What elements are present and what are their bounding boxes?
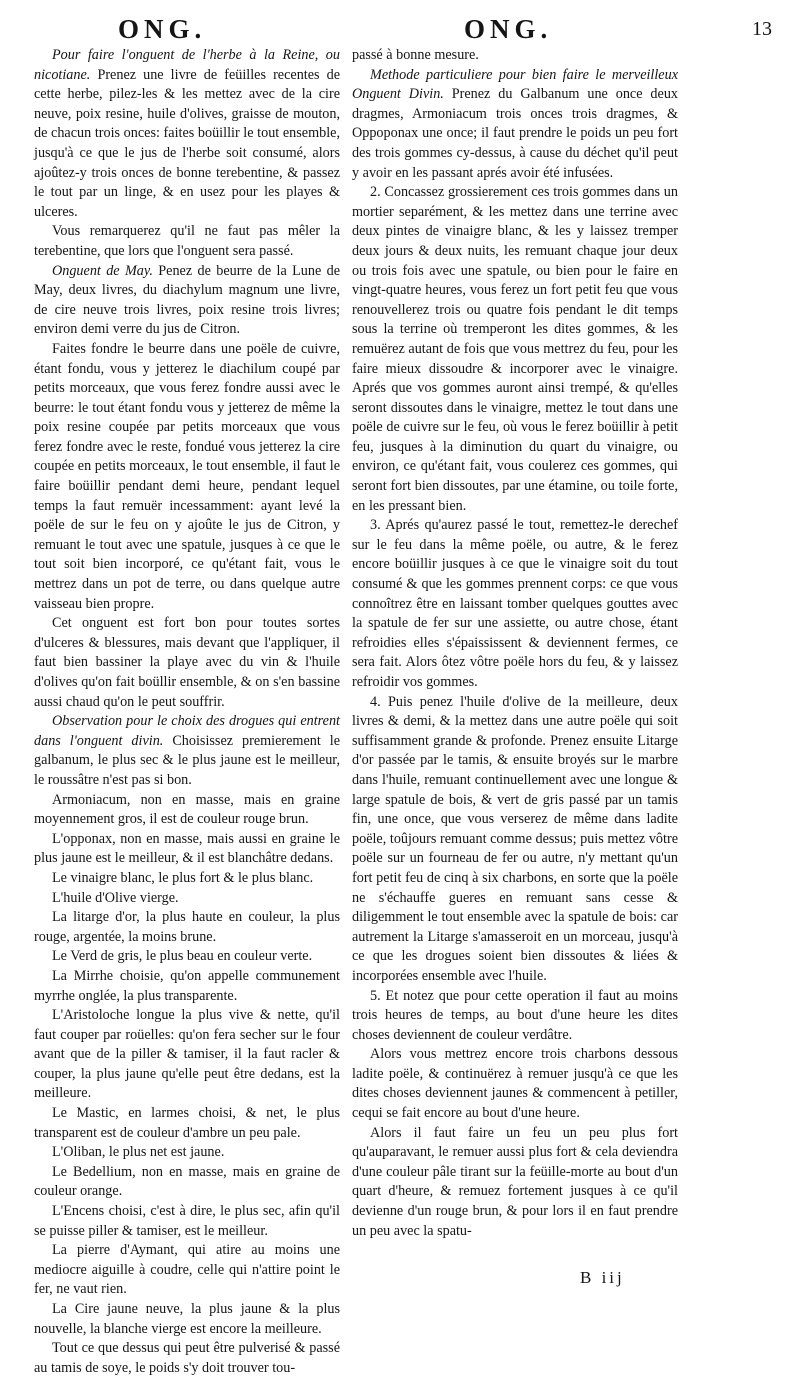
paragraph [34,46,340,222]
paragraph [34,889,340,909]
paragraph-text: Alors vous mettrez encore trois charbons dessous ladite poële, & continuërez à remuer jusqu'à ce que les dites choses deviennent jaunes & commencent à petiller, cequi se fait encore au bout d'une heure. [352,1046,678,1122]
paragraph-text: Penez de beurre de la Lune de May, deux livres, du diachylum magnum une livre, de cire neuve trois livres, poix resine trois livres; environ demi verre du jus de Citron. [34,262,340,338]
paragraph-text: Vous remarquerez qu'il ne faut pas mêler la terebentine, que lors que l'onguent sera passé. [34,223,340,259]
paragraph [352,987,678,1046]
paragraph [34,1300,340,1339]
paragraph-text: L'huile d'Olive vierge. [52,889,179,906]
paragraph [34,1202,340,1241]
paragraph-text: 5. Et notez que pour cette operation il faut au moins trois heures de temps, au bout d'une heure les dites choses deviennent de couleur verdâtre. [352,987,678,1043]
paragraph [34,791,340,830]
paragraph-rubric: Pour faire l'onguent de l'herbe à la Reine, ou nicotiane. [34,47,340,83]
right-text-column [352,46,678,1241]
paragraph [34,1241,340,1300]
paragraph [34,967,340,1006]
paragraph [34,262,340,340]
paragraph-text: L'Aristoloche longue la plus vive & nette, qu'il faut couper par roüelles: qu'on fera secher sur le four avant que de la piller & tamiser, il la faut racler & couper, la plus jaune qu'elle peut être dedans, est la meilleure. [34,1007,340,1102]
paragraph-text: Prenez du Galbanum une once deux dragmes, Armoniacum trois onces trois dragmes, & Oppoponax une once; il faut prendre le poids un peu fort des trois gommes cy-dessus, à cause du déchet qu'il peut y avoir en les passant aprés avoir été infusées. [352,86,679,181]
paragraph [34,614,340,712]
paragraph-text: Armoniacum, non en masse, mais en graine moyennement gros, il est de couleur rouge brun. [34,791,340,828]
paragraph-text: 4. Puis penez l'huile d'olive de la meilleure, deux livres & demi, & la mettez dans une autre poële qui soit suffisamment grande & profonde. Prenez ensuite Litarge d'or passée par le tamis, & ensuite broyés sur le marbre dans l'huile, remuant continuellement avec une longue & large spatule de bois, & vert de gris passé par un tamis fin, une once, que vous verserez de même dans ladite poële, toûjours remuant comme dessus; puis mettez vôtre poële sur un fourneau de fer ou autre, n'y mettant qu'un fort petit feu de cinq à six charbons, en sorte que la poële ne s'échauffe gueres en remuant sans cesse & diligemment le tout ensemble avec la spatule de bois: car autrement la Litarge s'amasseroit en un morceau, jusqu'à ce que les drogues soient bien dissoutes & liées & incorporées ensemble avec l'huile. [352,693,678,984]
paragraph-text: La Mirrhe choisie, qu'on appelle communement myrrhe onglée, la plus transparente. [34,967,340,1004]
paragraph [34,1143,340,1163]
paragraph-text: Le vinaigre blanc, le plus fort & le plus blanc. [52,869,314,886]
paragraph-text: L'Oliban, le plus net est jaune. [52,1144,225,1161]
paragraph [34,908,340,947]
paragraph-text: 3. Aprés qu'aurez passé le tout, remettez-le derechef sur le feu dans la même poële, ou autre, & le ferez encore boüillir jusques à ce que le vinaigre soit du tout consumé & que les gommes prennent corps: ce que vous connoîtrez être en laissant tomber quelques gouttes avec la spatule de fer sur une assiette, ou autre chose, étant refroidies elles s'épaississent & deviennent fermes, ce sera fait. Alors ôtez vôtre poële hors du feu, & y laissez refroidir vos gommes. [352,517,678,690]
paragraph-text: Le Bedellium, non en masse, mais en graine de couleur orange. [34,1163,340,1200]
printer-signature-mark: B iij [580,1268,625,1287]
paragraph-text: La litarge d'or, la plus haute en couleur, la plus rouge, argentée, la moins brune. [34,909,340,945]
paragraph-text: L'Encens choisi, c'est à dire, le plus sec, afin qu'il se puisse piller & tamiser, est le meilleur. [34,1203,340,1239]
paragraph-text: Prenez une livre de feüilles recentes de cette herbe, pilez-les & les mettez avec de la cire neuve, poix resine, huile d'olives, graisse de mouton, de chacun trois onces: faites boüillir le tout ensemble, jusqu'à ce que le jus de l'herbe soit consumé, alors ajoûtez-y trois onces de bonne terebentine, & passez le tout par un linge, & en usez pour les playes & ulceres. [34,66,341,220]
paragraph [34,869,340,889]
left-text-column [34,46,340,1378]
running-head-left: ONG. [118,14,207,44]
paragraph [34,712,340,790]
paragraph-text: Cet onguent est fort bon pour toutes sortes d'ulceres & blessures, mais devant que l'appliquer, il faut bien bassiner la playe avec du vin & l'huile d'olives qu'on fait boüllir ensemble, & on s'en bassine aussi chaud qu'on le peut souffrir. [34,615,340,710]
paragraph [34,947,340,967]
paragraph-text: La Cire jaune neuve, la plus jaune & la plus nouvelle, la blanche vierge est encore la meilleure. [34,1301,340,1337]
paragraph-text: 2. Concassez grossierement ces trois gommes dans un mortier separément, & les mettez dans une terrine avec deux pintes de vinaigre blanc, & les y laissez tremper deux jours & deux nuits, les remuant chaque jour deux ou trois fois avec une spatule, ou bien pour le faire en vingt-quatre heures, vous ferez un fort petit feu que vous renouvellerez trois ou quatre fois pendant le dit temps sous la terrine où tremperont les dites gommes, & les remuërez autant de fois que vous mettrez du feu, pour les faire mieux dissoudre & incorporer avec le vinaigre. Aprés que vos gommes auront ainsi trempé, & qu'elles seront dissoutes dans le vinaigre, mettez le tout dans une poële de cuivre sur le feu, où vous le ferez boüillir à petit feu, jusques à la diminution du quart du vinaigre, ou environ, ce qu'étant fait, vous coulerez ces gommes, qui seront fort bien dissoutes, par une étamine, ou toile forte, en les pressant bien. [352,184,678,514]
paragraph [34,1163,340,1202]
paragraph [352,516,678,692]
paragraph-text: Le Mastic, en larmes choisi, & net, le plus transparent est de couleur d'ambre un peu pale. [34,1105,340,1141]
paragraph-rubric: Observation pour le choix des drogues qui entrent dans l'onguent divin. [34,713,340,749]
paragraph-text: Faites fondre le beurre dans une poële de cuivre, étant fondu, vous y jetterez le diachilum coupé par petits morceaux, que vous ferez fondre aussi avec le beurre: le tout étant fondu vous y jetterez de même la poix resine coupée par petits morceaux que vous ferez fondre avec le reste, fondué vous jetterez la cire coupée en petits morceaux, le tout ensemble, il faut le faire boüillir pendant demi heure, pendant lequel temps la faut remuër incessamment: ayant levé la poële de sur le feu on y ajoûte le jus de Citron, y remuant le tout avec une spatule, jusques à ce que le tout soit bien incorporé, ce qu'étant fait, vous le mettrez dans un pot de terre, ou dans quelque autre vaisseau bien propre. [34,340,340,612]
running-head-right: ONG. [464,14,553,44]
paragraph [352,46,678,66]
paragraph [34,830,340,869]
paragraph [352,1124,678,1242]
paragraph-text: L'opponax, non en masse, mais aussi en graine le plus jaune est le meilleur, & il est blanchâtre dedans. [34,830,340,867]
paragraph [352,693,678,987]
paragraph [34,1006,340,1104]
paragraph-text: Tout ce que dessus qui peut être pulverisé & passé au tamis de soye, le poids s'y doit trouver tou- [34,1340,340,1376]
paragraph-text: Alors il faut faire un feu un peu plus fort qu'auparavant, le remuer aussi plus fort & cela deviendra d'une couleur pâle tirant sur la feüille-morte au bout d'un quart d'heure, & remuez fortement jusques à ce qu'il devienne d'un rouge brun, & pour lors il en faut prendre un peu avec la spatu- [352,1124,678,1239]
paragraph [352,183,678,516]
page-number: 13 [752,18,772,40]
paragraph [352,1045,678,1123]
paragraph [34,222,340,261]
paragraph-text: Choisissez premierement le galbanum, le plus sec & le plus jaune est le meilleur, le roussâtre n'est pas si bon. [34,732,341,788]
paragraph-rubric: Methode particuliere pour bien faire le merveilleux Onguent Divin. [352,66,678,103]
paragraph-rubric: Onguent de May. [52,262,153,279]
paragraph-text: Le Verd de gris, le plus beau en couleur verte. [52,948,313,965]
paragraph [352,66,678,184]
paragraph-text: passé à bonne mesure. [352,47,479,63]
paragraph [34,340,340,614]
paragraph [34,1339,340,1378]
paragraph-text: La pierre d'Aymant, qui atire au moins une mediocre aiguille à coudre, celle qui n'attire point le fer, ne vaut rien. [34,1242,340,1298]
paragraph [34,1104,340,1143]
